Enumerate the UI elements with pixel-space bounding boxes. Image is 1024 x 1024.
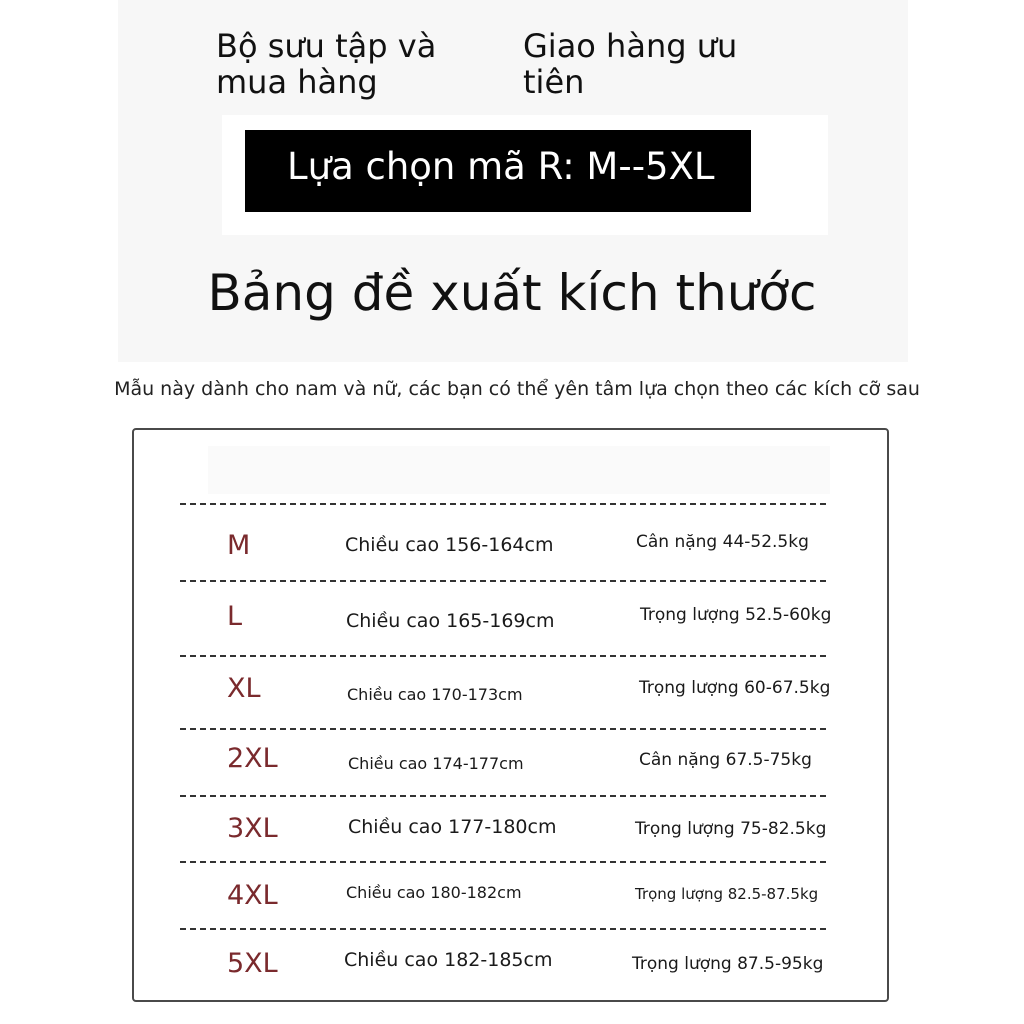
page-subtitle: Mẫu này dành cho nam và nữ, các bạn có thể yên tâm lựa chọn theo các kích cỡ sau bbox=[114, 378, 920, 400]
height-range: Chiều cao 165-169cm bbox=[346, 610, 555, 632]
priority-delivery-label bbox=[523, 28, 783, 100]
size-range-banner bbox=[245, 130, 751, 212]
height-range: Chiều cao 170-173cm bbox=[347, 685, 523, 704]
weight-range: Trọng lượng 60-67.5kg bbox=[639, 678, 831, 698]
weight-range: Cân nặng 67.5-75kg bbox=[639, 750, 812, 770]
weight-range: Trọng lượng 75-82.5kg bbox=[635, 819, 827, 839]
weight-range: Trọng lượng 87.5-95kg bbox=[632, 954, 824, 974]
collection-label-line2: mua hàng bbox=[216, 63, 378, 101]
height-range: Chiều cao 177-180cm bbox=[348, 816, 557, 838]
size-row-m bbox=[0, 525, 1024, 585]
weight-range: Trọng lượng 52.5-60kg bbox=[640, 605, 832, 625]
size-range-text: Lựa chọn mã R: M--5XL bbox=[287, 145, 715, 188]
height-range: Chiều cao 180-182cm bbox=[346, 883, 522, 902]
size-row-5xl bbox=[0, 945, 1024, 1005]
collection-label-line1: Bộ sưu tập và bbox=[216, 27, 437, 65]
priority-delivery-line1: Giao hàng ưu bbox=[523, 27, 738, 65]
weight-range: Cân nặng 44-52.5kg bbox=[636, 532, 809, 552]
size-row-3xl bbox=[0, 810, 1024, 870]
collection-label bbox=[216, 28, 466, 100]
box-highlight bbox=[208, 446, 830, 494]
size-row-2xl bbox=[0, 742, 1024, 802]
size-code: 5XL bbox=[227, 948, 278, 979]
height-range: Chiều cao 174-177cm bbox=[348, 754, 524, 773]
weight-range: Trọng lượng 82.5-87.5kg bbox=[635, 885, 819, 903]
row-divider bbox=[180, 503, 826, 505]
size-code: 3XL bbox=[227, 813, 278, 844]
size-code: XL bbox=[227, 673, 261, 704]
priority-delivery-line2: tiên bbox=[523, 63, 585, 101]
height-range: Chiều cao 182-185cm bbox=[344, 949, 553, 971]
size-code: 4XL bbox=[227, 880, 278, 911]
size-row-4xl bbox=[0, 877, 1024, 937]
size-code: 2XL bbox=[227, 743, 278, 774]
size-code: L bbox=[227, 601, 243, 632]
page-title: Bảng đề xuất kích thước bbox=[207, 264, 817, 322]
size-code: M bbox=[227, 530, 251, 561]
size-row-l bbox=[0, 598, 1024, 658]
height-range: Chiều cao 156-164cm bbox=[345, 534, 554, 556]
size-row-xl bbox=[0, 670, 1024, 730]
